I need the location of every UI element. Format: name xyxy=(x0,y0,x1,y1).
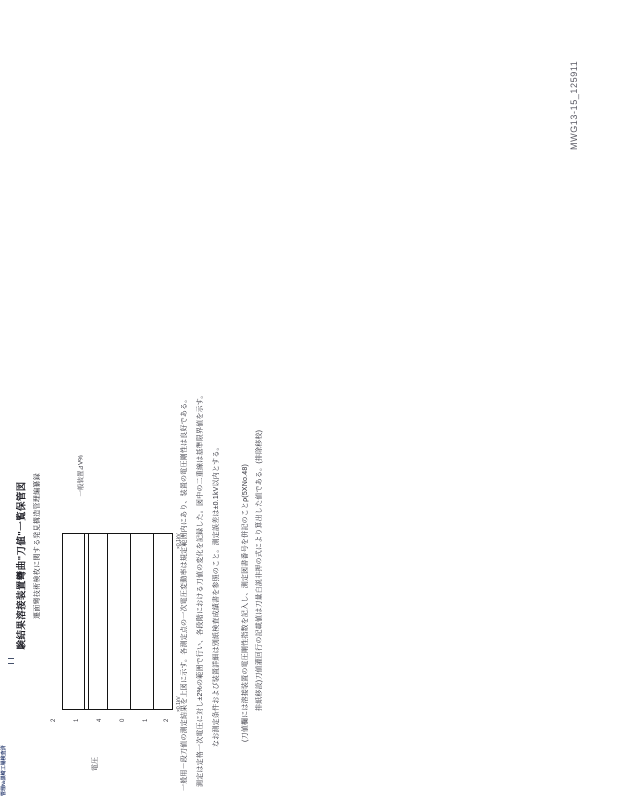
edge-mark xyxy=(8,658,14,664)
y-tick-label-3: 0 xyxy=(120,718,126,722)
chart-gridline xyxy=(107,533,108,710)
side-stamp: 管理№黒崎工場検査済 xyxy=(1,745,7,796)
chart-gridline xyxy=(130,533,131,710)
chart-gridline xyxy=(153,533,154,710)
chart-annotation: 一般装置⊿V% xyxy=(77,454,85,497)
figure-subtitle: 遷面彎技術検枚に関する発見構造管理編纂録 xyxy=(34,473,41,619)
chart-frame xyxy=(62,533,173,710)
y-tick-label-2: 4 xyxy=(97,718,103,722)
body-paragraph-line-1: 一般用－段刀値の測定結果を上図に示す。各測定点の一次電圧変動率は規定範囲内にあり、装置の電圧剛性は良好である。 xyxy=(181,395,188,791)
body-paragraph-line-2: 測定は定格一次電圧に対し±2%の範囲で行い、各段階における刀値の変化を記録した。図中の二重線は基準限界値を示す。 xyxy=(197,391,204,787)
body-paragraph-line-3: なお測定条件および装置詳細は別紙検査成績書を参照のこと。測定誤差は±0.1kV以内とする。 xyxy=(213,443,220,747)
y-tick-label-4: 1 xyxy=(143,718,149,722)
y-tick-label-0: 2 xyxy=(51,718,57,722)
y-tick-label-5: 2 xyxy=(164,718,170,722)
note-paragraph-line-2: 排紙移設)刀値灌回行の記載値は刀量白説非押の式により算出した値である。(排除移校) xyxy=(256,429,263,711)
y-tick-label-1: 1 xyxy=(74,718,80,722)
figure-title: 験結果溶接装置彎曲"刀値"一覧保管図 xyxy=(16,481,28,650)
axis-title: 電圧 xyxy=(92,757,99,771)
doc-number-stamp: MWG13-15_125911 xyxy=(569,60,579,150)
note-paragraph-line-1: (刀値欄には溶接装置の電圧剛性指数を記入し、測定図書番号を併記のことρ(5XNo.48) xyxy=(242,463,249,742)
chart-double-line-a xyxy=(84,533,85,710)
chart-double-line-b xyxy=(88,533,89,710)
axis-unit-label-near: ×0.1kV xyxy=(176,533,182,549)
axis-unit-label-far: ×0.1kV xyxy=(176,696,182,712)
